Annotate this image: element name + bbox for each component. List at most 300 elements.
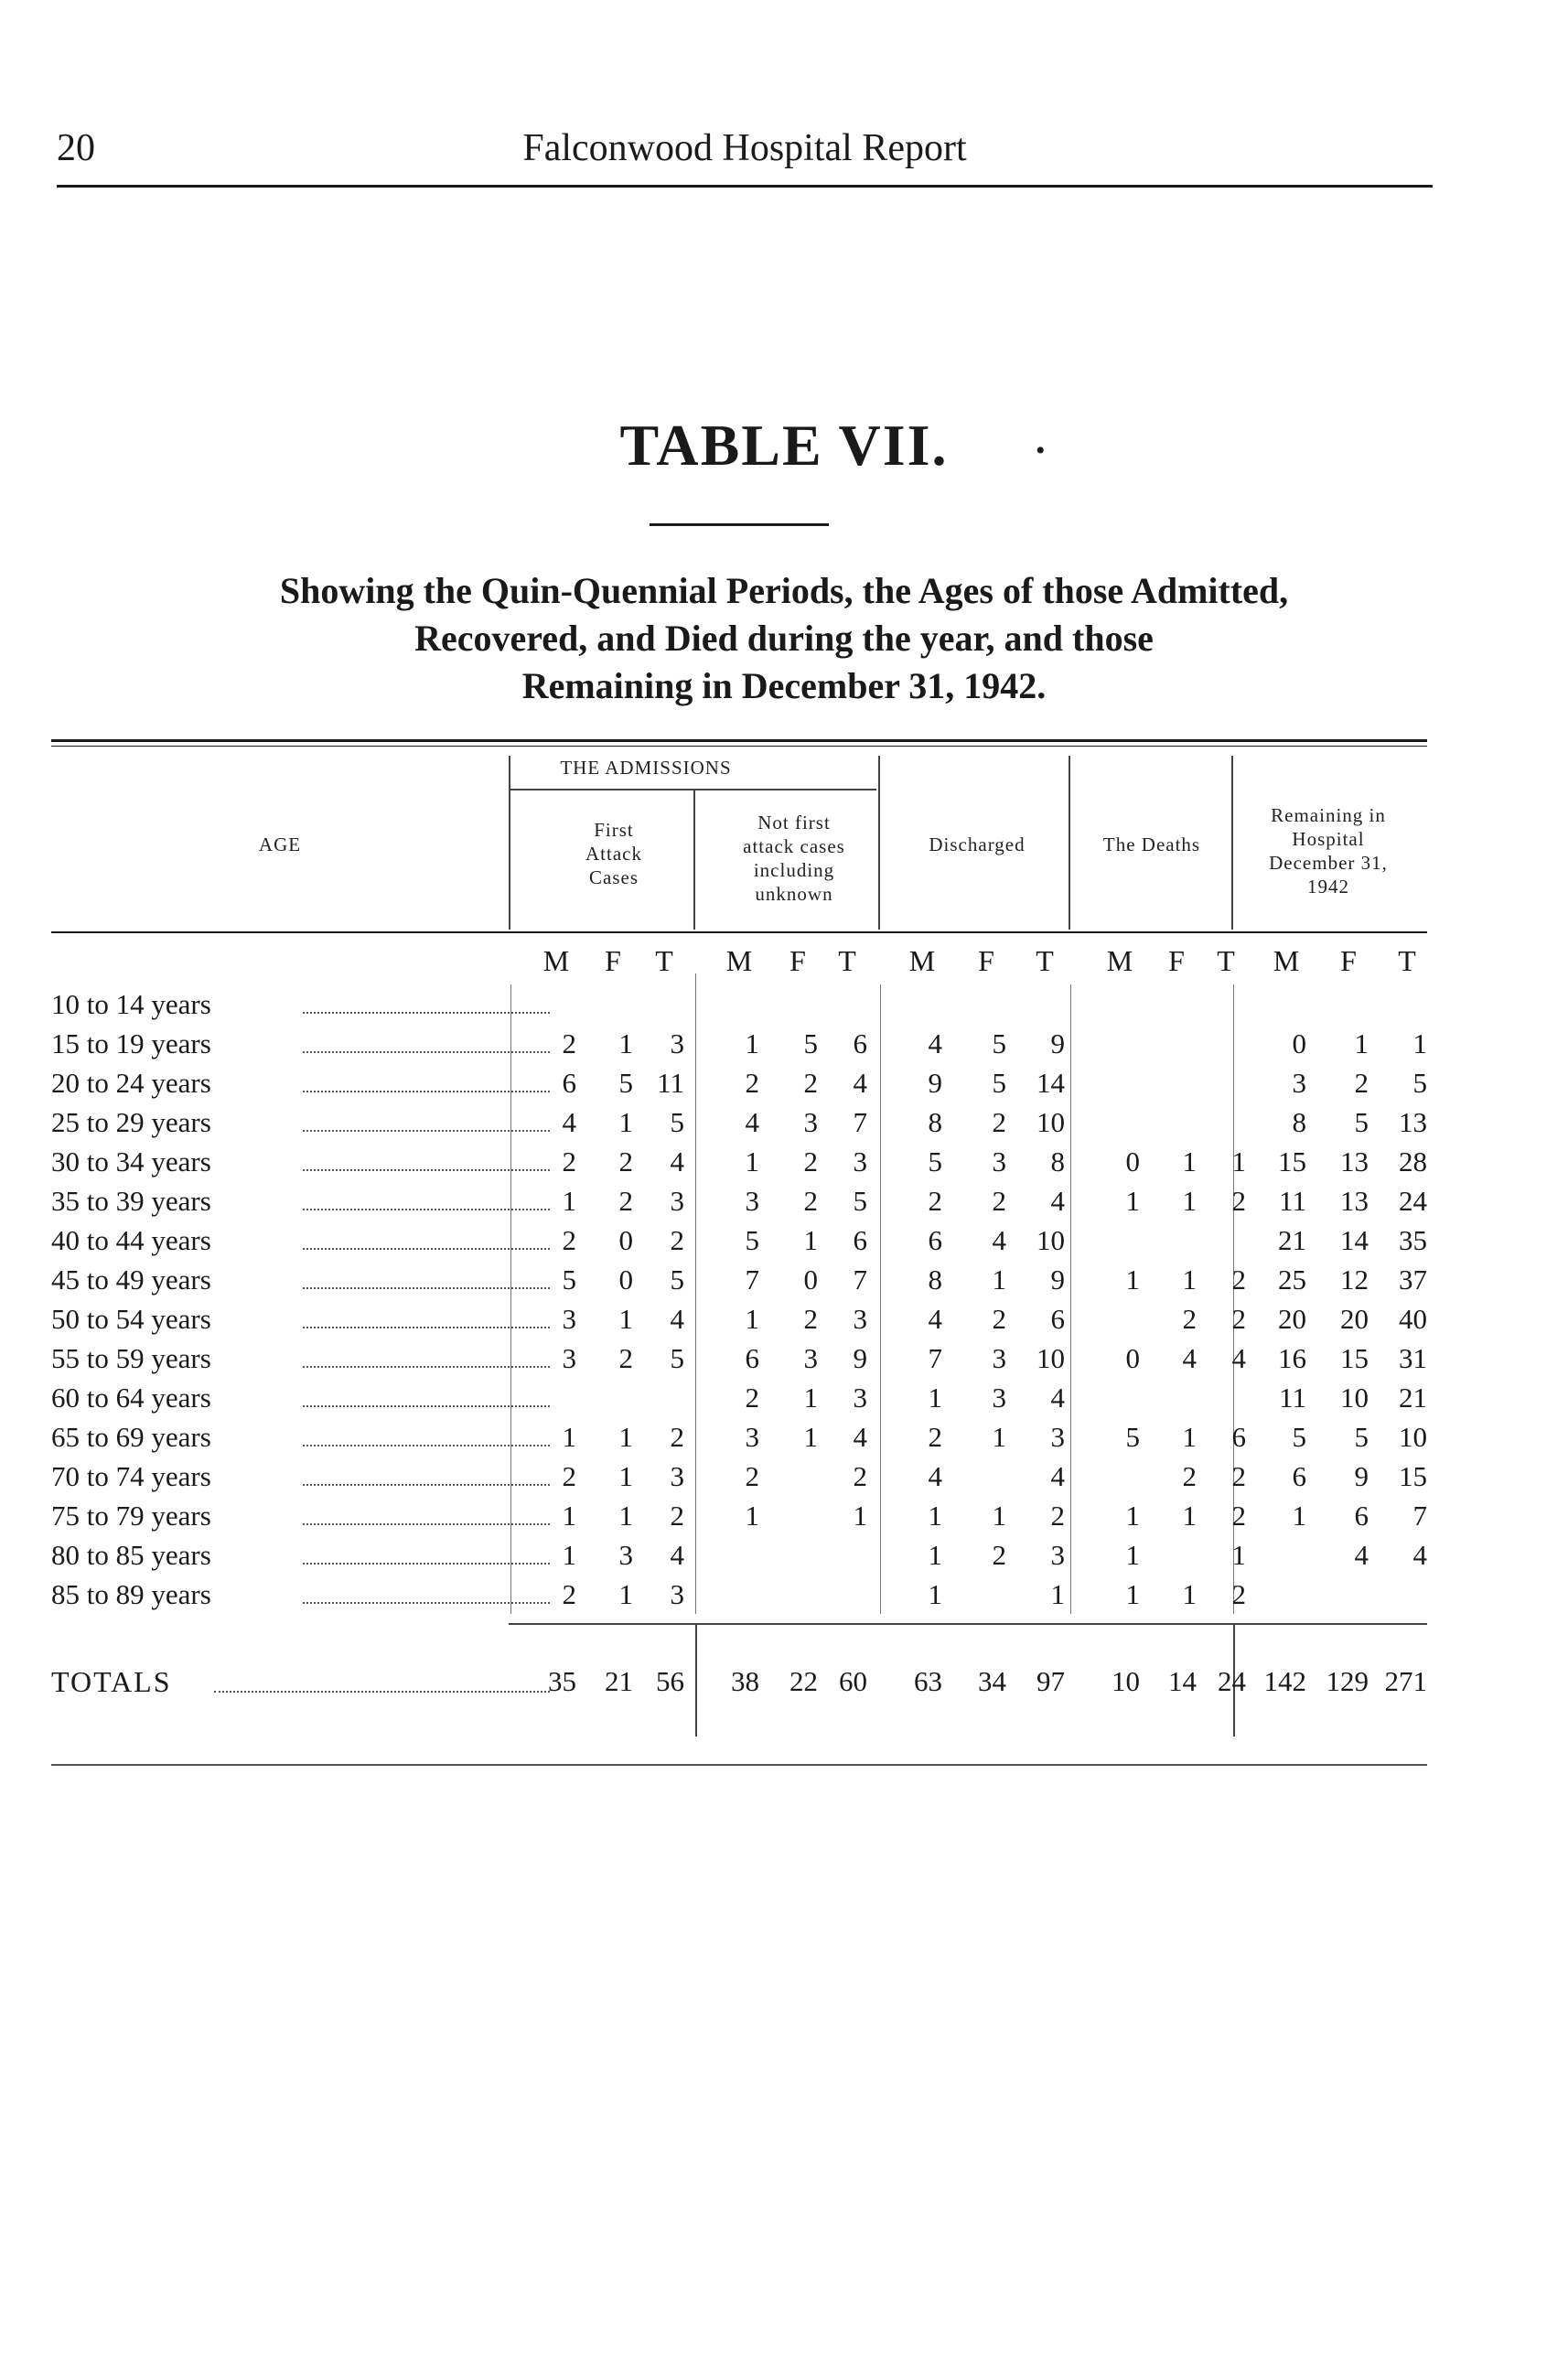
table-cell: 1 bbox=[1292, 1500, 1306, 1532]
table-cell: 10 bbox=[1036, 1224, 1065, 1256]
table-cell: 2 bbox=[1231, 1264, 1246, 1296]
header-divider bbox=[878, 756, 880, 930]
table-cell: 4 bbox=[1050, 1185, 1065, 1217]
table-cell: 2 bbox=[803, 1303, 818, 1335]
table-cell: 1 bbox=[745, 1145, 759, 1178]
table-cell: 2 bbox=[670, 1421, 684, 1453]
table-cell: 3 bbox=[992, 1342, 1006, 1374]
table-cell: 1 bbox=[562, 1185, 576, 1217]
totals-cell: 14 bbox=[1168, 1665, 1197, 1697]
table-cell: 0 bbox=[618, 1264, 633, 1296]
header-line: Attack bbox=[585, 843, 642, 865]
table-top-rule bbox=[51, 739, 1427, 742]
dot-leader bbox=[303, 1046, 550, 1053]
table-cell: 5 bbox=[1125, 1421, 1140, 1453]
table-cell: 1 bbox=[618, 1106, 633, 1138]
table-cell: 7 bbox=[928, 1342, 942, 1374]
table-cell: 1 bbox=[803, 1421, 818, 1453]
table-row bbox=[51, 1264, 1427, 1303]
table-cell: 5 bbox=[670, 1342, 684, 1374]
dot-leader bbox=[303, 1557, 550, 1565]
table-cell: 1 bbox=[1125, 1539, 1140, 1571]
table-cell: 4 bbox=[1412, 1539, 1427, 1571]
dot-leader bbox=[303, 1597, 550, 1604]
table-cell: 2 bbox=[1354, 1067, 1369, 1099]
table-cell: 4 bbox=[928, 1303, 942, 1335]
table-cell: 3 bbox=[803, 1342, 818, 1374]
table-cell: 1 bbox=[1125, 1500, 1140, 1532]
age-range: 15 to 19 years bbox=[51, 1027, 211, 1059]
table-cell: 4 bbox=[928, 1460, 942, 1492]
table-cell: 1 bbox=[562, 1539, 576, 1571]
totals-cell: 24 bbox=[1218, 1665, 1246, 1697]
age-range: 40 to 44 years bbox=[51, 1224, 211, 1256]
table-cell: 1 bbox=[562, 1500, 576, 1532]
table-cell: 1 bbox=[1182, 1264, 1197, 1296]
subtitle-line: Showing the Quin-Quennial Periods, the Ages of those Admitted, bbox=[279, 570, 1289, 611]
table-cell: 5 bbox=[1412, 1067, 1427, 1099]
table-cell: 6 bbox=[562, 1067, 576, 1099]
header-line: First bbox=[594, 819, 634, 841]
age-range: 25 to 29 years bbox=[51, 1106, 211, 1138]
table-cell: 2 bbox=[745, 1067, 759, 1099]
age-range: 10 to 14 years bbox=[51, 988, 211, 1020]
table-cell: 2 bbox=[803, 1067, 818, 1099]
header-divider bbox=[693, 790, 695, 930]
dot-leader bbox=[214, 1685, 550, 1693]
table-cell: 2 bbox=[1231, 1303, 1246, 1335]
table-cell: 13 bbox=[1399, 1106, 1427, 1138]
sub-header: M bbox=[1106, 944, 1133, 977]
table-cell: 5 bbox=[670, 1106, 684, 1138]
col-header-first-attack bbox=[545, 818, 682, 889]
table-cell: 21 bbox=[1278, 1224, 1306, 1256]
totals-label: TOTALS bbox=[51, 1665, 172, 1698]
age-range: 20 to 24 years bbox=[51, 1067, 211, 1099]
table-cell: 8 bbox=[1050, 1145, 1065, 1178]
table-cell: 5 bbox=[1354, 1421, 1369, 1453]
table-cell: 9 bbox=[1050, 1264, 1065, 1296]
table-cell: 2 bbox=[562, 1145, 576, 1178]
table-cell: 5 bbox=[1292, 1421, 1306, 1453]
table-cell: 3 bbox=[670, 1027, 684, 1059]
table-cell: 5 bbox=[853, 1185, 867, 1217]
totals-cell: 60 bbox=[839, 1665, 867, 1697]
table-cell: 14 bbox=[1340, 1224, 1369, 1256]
table-cell: 28 bbox=[1399, 1145, 1427, 1178]
table-cell: 15 bbox=[1340, 1342, 1369, 1374]
table-cell: 7 bbox=[745, 1264, 759, 1296]
dot-leader bbox=[303, 1124, 550, 1132]
header-line: Remaining in bbox=[1271, 804, 1386, 826]
sub-header: T bbox=[1036, 944, 1054, 977]
table-cell: 7 bbox=[853, 1264, 867, 1296]
age-range: 55 to 59 years bbox=[51, 1342, 211, 1374]
sub-header: F bbox=[978, 944, 994, 977]
statistics-table bbox=[51, 739, 1427, 1773]
sub-header: F bbox=[789, 944, 806, 977]
table-cell: 21 bbox=[1399, 1382, 1427, 1414]
header-divider bbox=[509, 756, 510, 930]
table-cell: 16 bbox=[1278, 1342, 1306, 1374]
table-cell: 4 bbox=[670, 1539, 684, 1571]
table-cell: 2 bbox=[618, 1185, 633, 1217]
table-cell: 3 bbox=[803, 1106, 818, 1138]
table-cell: 0 bbox=[803, 1264, 818, 1296]
totals-cell: 21 bbox=[605, 1665, 633, 1697]
table-cell: 0 bbox=[1125, 1342, 1140, 1374]
table-cell: 1 bbox=[1231, 1539, 1246, 1571]
table-cell: 6 bbox=[745, 1342, 759, 1374]
table-cell: 2 bbox=[853, 1460, 867, 1492]
table-cell: 6 bbox=[1050, 1303, 1065, 1335]
stray-dot-mark: • bbox=[1036, 436, 1046, 466]
table-cell: 1 bbox=[1125, 1264, 1140, 1296]
table-cell: 5 bbox=[670, 1264, 684, 1296]
totals-cell: 271 bbox=[1384, 1665, 1427, 1697]
table-cell: 2 bbox=[992, 1185, 1006, 1217]
table-cell: 8 bbox=[1292, 1106, 1306, 1138]
sub-header: T bbox=[838, 944, 856, 977]
table-cell: 1 bbox=[928, 1382, 942, 1414]
table-cell: 1 bbox=[618, 1500, 633, 1532]
table-cell: 1 bbox=[803, 1382, 818, 1414]
dot-leader bbox=[303, 1360, 550, 1368]
table-cell: 24 bbox=[1399, 1185, 1427, 1217]
age-range: 80 to 85 years bbox=[51, 1539, 211, 1571]
table-cell: 9 bbox=[1354, 1460, 1369, 1492]
table-cell: 5 bbox=[745, 1224, 759, 1256]
col-header-discharged: Discharged bbox=[929, 833, 1026, 855]
col-header-admissions: THE ADMISSIONS bbox=[560, 757, 732, 779]
dot-leader bbox=[303, 1321, 550, 1328]
age-range: 75 to 79 years bbox=[51, 1500, 211, 1532]
table-subtitle bbox=[91, 567, 1477, 710]
table-cell: 4 bbox=[1231, 1342, 1246, 1374]
table-cell: 4 bbox=[853, 1421, 867, 1453]
table-cell: 2 bbox=[1231, 1578, 1246, 1610]
table-cell: 6 bbox=[928, 1224, 942, 1256]
dot-leader bbox=[303, 1439, 550, 1446]
table-cell: 14 bbox=[1036, 1067, 1065, 1099]
table-row bbox=[51, 1185, 1427, 1224]
header-line: attack cases bbox=[743, 835, 845, 857]
totals-row bbox=[51, 1665, 1427, 1704]
header-line: unknown bbox=[755, 883, 833, 905]
sub-header: M bbox=[908, 944, 936, 977]
table-cell: 10 bbox=[1036, 1106, 1065, 1138]
table-cell: 1 bbox=[992, 1421, 1006, 1453]
dot-leader bbox=[303, 1479, 550, 1486]
table-cell: 7 bbox=[853, 1106, 867, 1138]
table-cell: 9 bbox=[853, 1342, 867, 1374]
table-cell: 1 bbox=[928, 1578, 942, 1610]
header-line: Not first bbox=[757, 812, 831, 833]
table-cell: 15 bbox=[1278, 1145, 1306, 1178]
age-range: 35 to 39 years bbox=[51, 1185, 211, 1217]
table-cell: 4 bbox=[853, 1067, 867, 1099]
table-cell: 8 bbox=[928, 1264, 942, 1296]
table-cell: 1 bbox=[992, 1264, 1006, 1296]
table-cell: 11 bbox=[1279, 1382, 1306, 1414]
table-row bbox=[51, 1342, 1427, 1382]
table-row bbox=[51, 1067, 1427, 1106]
table-row bbox=[51, 1421, 1427, 1460]
dot-leader bbox=[303, 1400, 550, 1407]
header-bottom-rule bbox=[51, 931, 1427, 933]
table-cell: 0 bbox=[1125, 1145, 1140, 1178]
table-cell: 6 bbox=[1354, 1500, 1369, 1532]
table-cell: 2 bbox=[1231, 1460, 1246, 1492]
table-cell: 7 bbox=[1412, 1500, 1427, 1532]
table-cell: 5 bbox=[928, 1145, 942, 1178]
age-range: 50 to 54 years bbox=[51, 1303, 211, 1335]
table-cell: 5 bbox=[1354, 1106, 1369, 1138]
table-cell: 0 bbox=[1292, 1027, 1306, 1059]
table-cell: 9 bbox=[928, 1067, 942, 1099]
col-header-remaining bbox=[1237, 803, 1420, 898]
table-cell: 31 bbox=[1399, 1342, 1427, 1374]
table-cell: 4 bbox=[670, 1303, 684, 1335]
table-cell: 1 bbox=[1182, 1500, 1197, 1532]
totals-cell: 97 bbox=[1036, 1665, 1065, 1697]
header-divider bbox=[1069, 756, 1070, 930]
title-rule bbox=[650, 523, 829, 526]
totals-cell: 34 bbox=[978, 1665, 1006, 1697]
dot-leader bbox=[303, 1085, 550, 1092]
table-cell: 1 bbox=[745, 1500, 759, 1532]
table-cell: 2 bbox=[670, 1500, 684, 1532]
table-cell: 9 bbox=[1050, 1027, 1065, 1059]
sub-header: F bbox=[1168, 944, 1185, 977]
table-cell: 2 bbox=[1050, 1500, 1065, 1532]
table-cell: 13 bbox=[1340, 1185, 1369, 1217]
table-cell: 4 bbox=[1050, 1460, 1065, 1492]
table-cell: 3 bbox=[853, 1145, 867, 1178]
table-cell: 35 bbox=[1399, 1224, 1427, 1256]
table-cell: 2 bbox=[618, 1342, 633, 1374]
table-cell: 37 bbox=[1399, 1264, 1427, 1296]
table-cell: 11 bbox=[657, 1067, 684, 1099]
table-cell: 1 bbox=[928, 1500, 942, 1532]
table-cell: 6 bbox=[1292, 1460, 1306, 1492]
table-cell: 1 bbox=[1231, 1145, 1246, 1178]
table-cell: 3 bbox=[670, 1460, 684, 1492]
table-cell: 2 bbox=[562, 1027, 576, 1059]
header-line: including bbox=[753, 859, 835, 881]
table-cell: 2 bbox=[928, 1185, 942, 1217]
table-cell: 3 bbox=[745, 1421, 759, 1453]
col-header-deaths: The Deaths bbox=[1102, 833, 1201, 855]
sub-header: T bbox=[1398, 944, 1416, 977]
table-row bbox=[51, 1224, 1427, 1264]
table-cell: 1 bbox=[562, 1421, 576, 1453]
table-cell: 1 bbox=[992, 1500, 1006, 1532]
table-cell: 5 bbox=[618, 1067, 633, 1099]
table-cell: 4 bbox=[670, 1145, 684, 1178]
sub-header: T bbox=[655, 944, 673, 977]
sub-header: M bbox=[725, 944, 753, 977]
table-cell: 3 bbox=[1292, 1067, 1306, 1099]
table-cell: 2 bbox=[745, 1460, 759, 1492]
age-range: 85 to 89 years bbox=[51, 1578, 211, 1610]
table-cell: 2 bbox=[1231, 1500, 1246, 1532]
age-range: 45 to 49 years bbox=[51, 1264, 211, 1296]
age-range: 60 to 64 years bbox=[51, 1382, 211, 1414]
subtitle-line: Recovered, and Died during the year, and those bbox=[414, 618, 1154, 659]
table-cell: 6 bbox=[853, 1224, 867, 1256]
table-cell: 2 bbox=[992, 1106, 1006, 1138]
table-row bbox=[51, 1106, 1427, 1145]
table-cell: 1 bbox=[618, 1460, 633, 1492]
totals-top-rule bbox=[509, 1623, 1427, 1625]
header-line: December 31, bbox=[1269, 852, 1388, 874]
table-cell: 3 bbox=[670, 1578, 684, 1610]
table-cell: 11 bbox=[1279, 1185, 1306, 1217]
totals-cell: 10 bbox=[1112, 1665, 1140, 1697]
table-cell: 2 bbox=[1231, 1185, 1246, 1217]
sub-header: M bbox=[1273, 944, 1300, 977]
table-row bbox=[51, 1539, 1427, 1578]
table-cell: 3 bbox=[562, 1342, 576, 1374]
table-top-rule-thin bbox=[51, 746, 1427, 747]
dot-leader bbox=[303, 1164, 550, 1171]
table-cell: 2 bbox=[562, 1460, 576, 1492]
dot-leader bbox=[303, 1006, 550, 1014]
table-cell: 25 bbox=[1278, 1264, 1306, 1296]
subtitle-line: Remaining in December 31, 1942. bbox=[521, 665, 1047, 706]
table-cell: 1 bbox=[1182, 1421, 1197, 1453]
table-row bbox=[51, 1382, 1427, 1421]
table-cell: 2 bbox=[670, 1224, 684, 1256]
table-cell: 1 bbox=[618, 1578, 633, 1610]
table-cell: 3 bbox=[853, 1303, 867, 1335]
table-cell: 3 bbox=[992, 1145, 1006, 1178]
table-cell: 2 bbox=[928, 1421, 942, 1453]
table-cell: 5 bbox=[803, 1027, 818, 1059]
dot-leader bbox=[303, 1518, 550, 1525]
table-cell: 20 bbox=[1340, 1303, 1369, 1335]
table-cell: 1 bbox=[803, 1224, 818, 1256]
header-line: 1942 bbox=[1307, 876, 1349, 898]
table-cell: 1 bbox=[1182, 1145, 1197, 1178]
dot-leader bbox=[303, 1203, 550, 1210]
table-cell: 2 bbox=[1182, 1460, 1197, 1492]
table-cell: 5 bbox=[992, 1067, 1006, 1099]
table-cell: 1 bbox=[745, 1303, 759, 1335]
table-cell: 5 bbox=[562, 1264, 576, 1296]
table-cell: 3 bbox=[670, 1185, 684, 1217]
sub-header: M bbox=[542, 944, 570, 977]
table-cell: 1 bbox=[1125, 1185, 1140, 1217]
running-title: Falconwood Hospital Report bbox=[522, 127, 967, 169]
table-row bbox=[51, 1500, 1427, 1539]
header-divider bbox=[1231, 756, 1233, 930]
dot-leader bbox=[303, 1242, 550, 1250]
table-row bbox=[51, 988, 1427, 1027]
table-row bbox=[51, 1303, 1427, 1342]
sub-header: T bbox=[1217, 944, 1235, 977]
table-cell: 6 bbox=[1231, 1421, 1246, 1453]
table-cell: 2 bbox=[992, 1539, 1006, 1571]
table-cell: 2 bbox=[562, 1224, 576, 1256]
table-cell: 1 bbox=[1182, 1578, 1197, 1610]
table-cell: 4 bbox=[1050, 1382, 1065, 1414]
totals-cell: 35 bbox=[548, 1665, 576, 1697]
totals-cell: 63 bbox=[914, 1665, 942, 1697]
table-row bbox=[51, 1460, 1427, 1500]
table-cell: 10 bbox=[1036, 1342, 1065, 1374]
table-cell: 2 bbox=[1182, 1303, 1197, 1335]
sub-header: F bbox=[605, 944, 621, 977]
header-rule bbox=[57, 185, 1433, 188]
totals-cell: 22 bbox=[789, 1665, 818, 1697]
table-cell: 15 bbox=[1399, 1460, 1427, 1492]
table-cell: 2 bbox=[618, 1145, 633, 1178]
table-cell: 13 bbox=[1340, 1145, 1369, 1178]
table-cell: 1 bbox=[618, 1303, 633, 1335]
col-header-age: AGE bbox=[258, 833, 302, 855]
age-range: 65 to 69 years bbox=[51, 1421, 211, 1453]
table-cell: 1 bbox=[618, 1421, 633, 1453]
table-cell: 3 bbox=[992, 1382, 1006, 1414]
table-cell: 1 bbox=[745, 1027, 759, 1059]
table-cell: 2 bbox=[562, 1578, 576, 1610]
table-cell: 4 bbox=[1354, 1539, 1369, 1571]
table-row bbox=[51, 1027, 1427, 1067]
table-cell: 3 bbox=[745, 1185, 759, 1217]
table-cell: 1 bbox=[1354, 1027, 1369, 1059]
table-cell: 1 bbox=[1050, 1578, 1065, 1610]
header-line: Hospital bbox=[1292, 828, 1365, 850]
table-cell: 1 bbox=[1182, 1185, 1197, 1217]
table-cell: 1 bbox=[928, 1539, 942, 1571]
table-cell: 4 bbox=[1182, 1342, 1197, 1374]
table-cell: 0 bbox=[618, 1224, 633, 1256]
table-cell: 5 bbox=[992, 1027, 1006, 1059]
table-cell: 40 bbox=[1399, 1303, 1427, 1335]
table-cell: 1 bbox=[853, 1500, 867, 1532]
table-cell: 3 bbox=[1050, 1539, 1065, 1571]
table-cell: 8 bbox=[928, 1106, 942, 1138]
table-cell: 1 bbox=[1125, 1578, 1140, 1610]
table-cell: 2 bbox=[992, 1303, 1006, 1335]
table-cell: 4 bbox=[992, 1224, 1006, 1256]
table-title: TABLE VII. bbox=[619, 413, 949, 478]
totals-cell: 56 bbox=[656, 1665, 684, 1697]
age-range: 70 to 74 years bbox=[51, 1460, 211, 1492]
table-cell: 3 bbox=[1050, 1421, 1065, 1453]
table-bottom-rule bbox=[51, 1764, 1427, 1766]
totals-cell: 38 bbox=[731, 1665, 759, 1697]
table-cell: 4 bbox=[745, 1106, 759, 1138]
age-range: 30 to 34 years bbox=[51, 1145, 211, 1178]
table-cell: 4 bbox=[928, 1027, 942, 1059]
table-cell: 3 bbox=[562, 1303, 576, 1335]
dot-leader bbox=[303, 1282, 550, 1289]
table-row bbox=[51, 1578, 1427, 1618]
table-cell: 4 bbox=[562, 1106, 576, 1138]
table-cell: 2 bbox=[803, 1185, 818, 1217]
totals-cell: 129 bbox=[1326, 1665, 1369, 1697]
table-cell: 3 bbox=[618, 1539, 633, 1571]
sub-header: F bbox=[1340, 944, 1357, 977]
table-cell: 1 bbox=[1412, 1027, 1427, 1059]
table-cell: 2 bbox=[745, 1382, 759, 1414]
col-header-not-first bbox=[703, 811, 886, 906]
table-cell: 3 bbox=[853, 1382, 867, 1414]
table-cell: 20 bbox=[1278, 1303, 1306, 1335]
